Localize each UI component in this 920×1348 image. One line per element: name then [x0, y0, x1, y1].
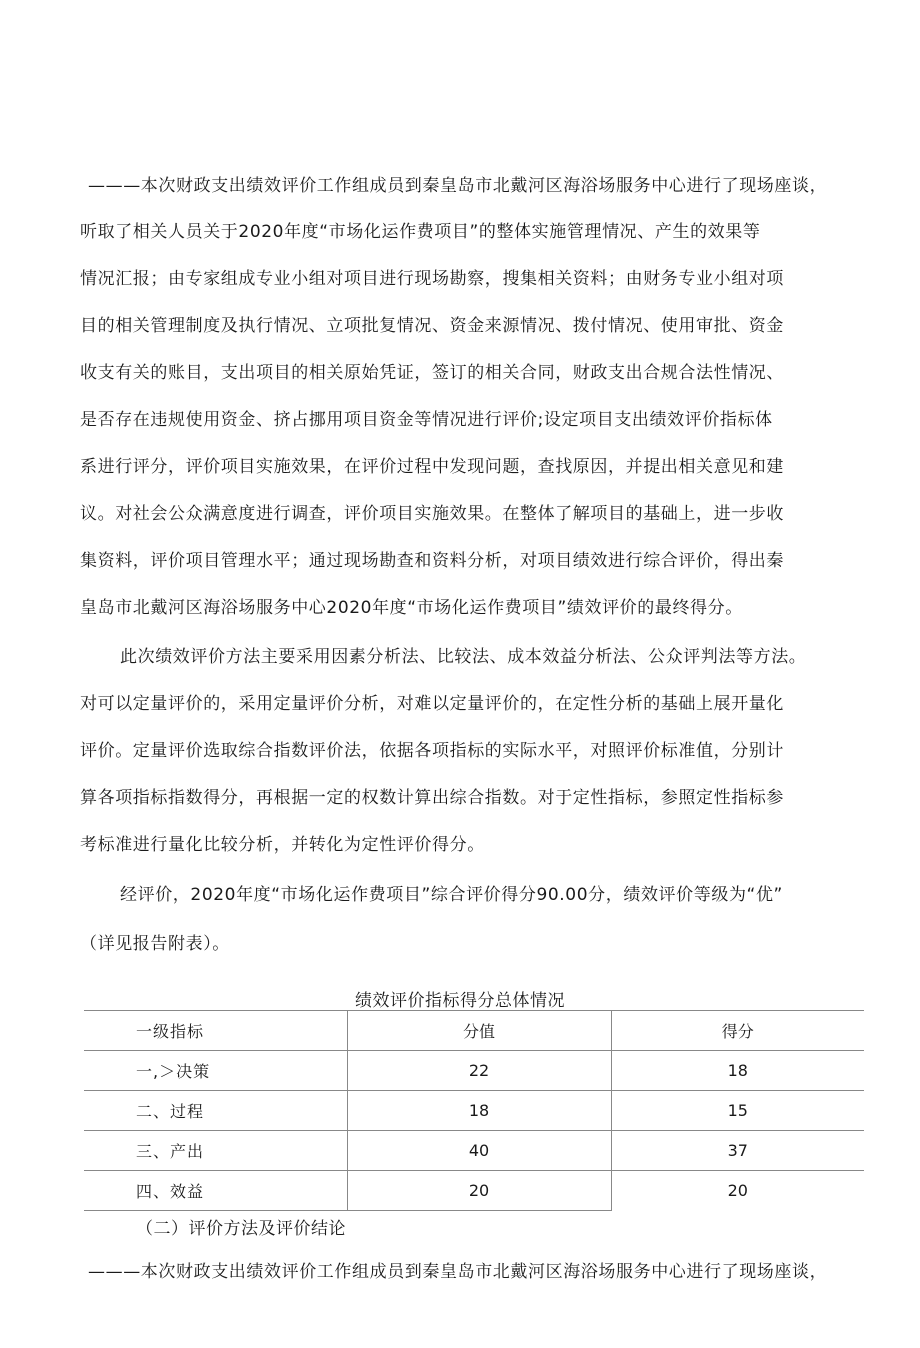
paragraph-2-line-1: 此次绩效评价方法主要采用因素分析法、比较法、成本效益分析法、公众评判法等方法。 — [120, 647, 807, 667]
paragraph-2-line-4: 算各项指标指数得分，再根据一定的权数计算出综合指数。对于定性指标，参照定性指标参 — [80, 788, 784, 808]
paragraph-2-line-2: 对可以定量评价的，采用定量评价分析，对难以定量评价的，在定性分析的基础上展开量化 — [80, 694, 784, 714]
paragraph-1-line-5: 收支有关的账目，支出项目的相关原始凭证，签订的相关合同，财政支出合规合法性情况、 — [80, 363, 784, 383]
score-table — [84, 1010, 864, 1211]
section-subheading: （二）评价方法及评价结论 — [136, 1219, 346, 1239]
paragraph-1-line-9: 集资料，评价项目管理水平；通过现场勘查和资料分析，对项目绩效进行综合评价，得出秦 — [80, 551, 784, 571]
paragraph-1-line-3: 情况汇报；由专家组成专业小组对项目进行现场勘察，搜集相关资料；由财务专业小组对项 — [80, 269, 784, 289]
table-row — [84, 1051, 864, 1091]
paragraph-3-line-1: 经评价，2020年度“市场化运作费项目”综合评价得分90.00分，绩效评价等级为“优” — [120, 885, 783, 905]
paragraph-4-line-1: ———本次财政支出绩效评价工作组成员到秦皇岛市北戴河区海浴场服务中心进行了现场座谈， — [88, 1262, 828, 1282]
row-score: 20 — [611, 1171, 864, 1211]
paragraph-1-line-7: 系进行评分，评价项目实施效果，在评价过程中发现问题，查找原因，并提出相关意见和建 — [80, 457, 784, 477]
table-row — [84, 1131, 864, 1171]
row-indicator: 四、效益 — [84, 1171, 347, 1211]
paragraph-2-line-3: 评价。定量评价选取综合指数评价法，依据各项指标的实际水平，对照评价标准值，分别计 — [80, 741, 784, 761]
table-row — [84, 1171, 864, 1211]
row-score: 18 — [611, 1051, 864, 1091]
header-indicator: 一级指标 — [84, 1011, 347, 1051]
paragraph-2-line-5: 考标准进行量化比较分析，并转化为定性评价得分。 — [80, 835, 485, 855]
row-weight: 40 — [347, 1131, 611, 1171]
paragraph-1-line-2: 听取了相关人员关于2020年度“市场化运作费项目”的整体实施管理情况、产生的效果等 — [80, 222, 761, 242]
row-weight: 20 — [347, 1171, 611, 1211]
paragraph-1-line-4: 目的相关管理制度及执行情况、立项批复情况、资金来源情况、拨付情况、使用审批、资金 — [80, 316, 784, 336]
paragraph-3-line-2: （详见报告附表）。 — [80, 934, 230, 954]
paragraph-1-line-8: 议。对社会公众满意度进行调查，评价项目实施效果。在整体了解项目的基础上，进一步收 — [80, 504, 784, 524]
header-weight: 分值 — [347, 1011, 611, 1051]
row-weight: 22 — [347, 1051, 611, 1091]
row-weight: 18 — [347, 1091, 611, 1131]
table-title: 绩效评价指标得分总体情况 — [355, 991, 565, 1011]
row-indicator: 一,＞决策 — [84, 1051, 347, 1091]
table-header-row — [84, 1011, 864, 1051]
row-score: 37 — [611, 1131, 864, 1171]
header-score: 得分 — [611, 1011, 864, 1051]
table-row — [84, 1091, 864, 1131]
row-score: 15 — [611, 1091, 864, 1131]
row-indicator: 二、过程 — [84, 1091, 347, 1131]
row-indicator: 三、产出 — [84, 1131, 347, 1171]
paragraph-1-line-10: 皇岛市北戴河区海浴场服务中心2020年度“市场化运作费项目”绩效评价的最终得分。 — [80, 598, 743, 618]
paragraph-1-line-1: ———本次财政支出绩效评价工作组成员到秦皇岛市北戴河区海浴场服务中心进行了现场座谈， — [88, 176, 828, 196]
paragraph-1-line-6: 是否存在违规使用资金、挤占挪用项目资金等情况进行评价;设定项目支出绩效评价指标体 — [80, 410, 773, 430]
